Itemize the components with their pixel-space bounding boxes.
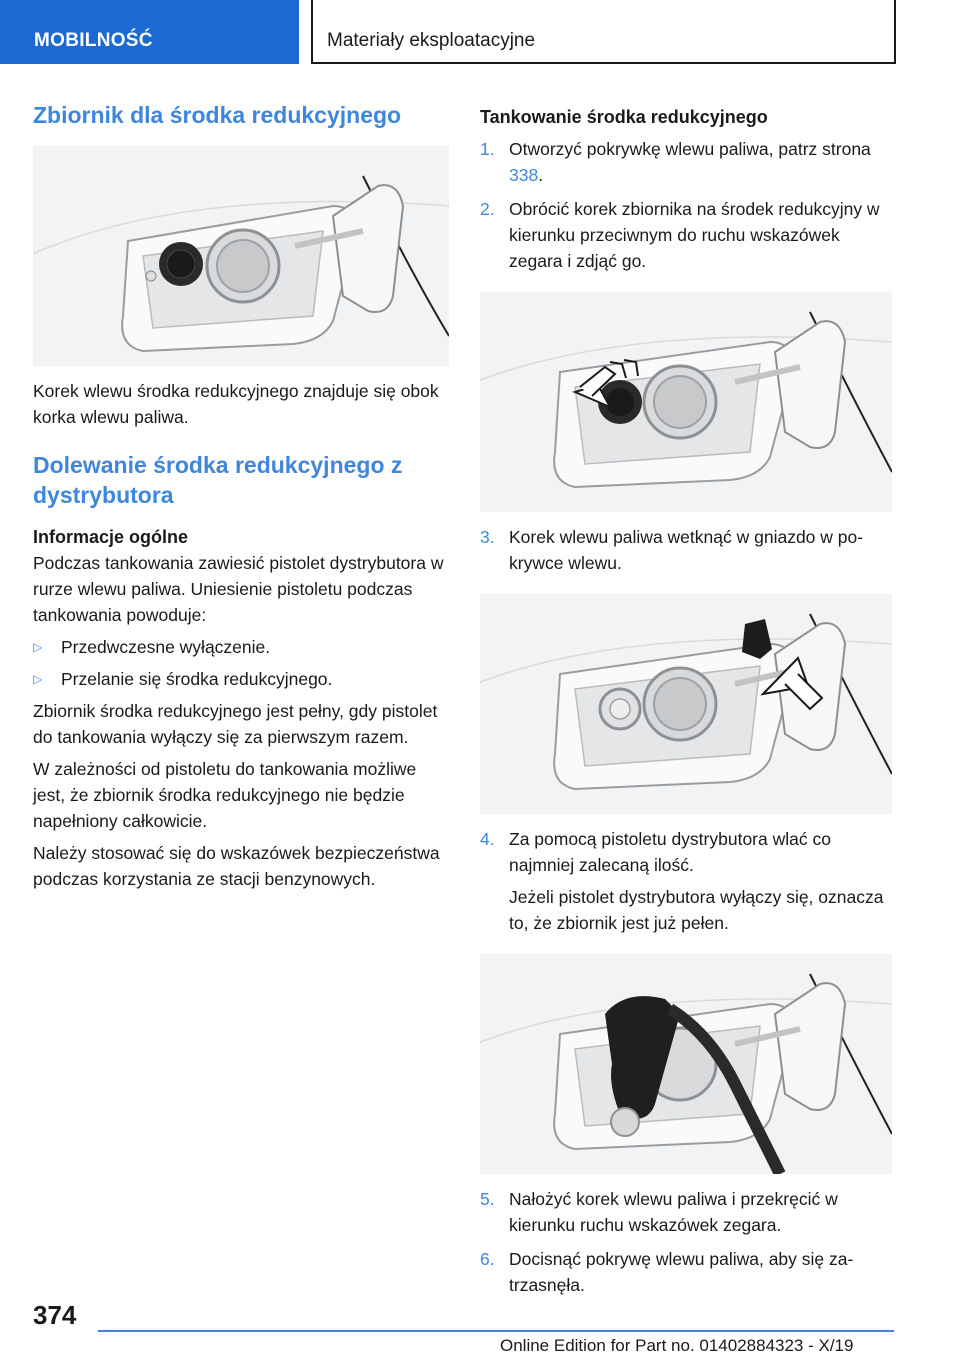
step-number: 4. bbox=[480, 829, 495, 849]
step-1-text: Otworzyć pokrywkę wlewu paliwa, patrz strona bbox=[509, 139, 871, 159]
general-info-text: Podczas tankowania zawiesić pistolet dystrybutora w rurze wlewu paliwa. Uniesienie pistoletu podczas tankowania powoduje: bbox=[33, 553, 444, 625]
right-column bbox=[480, 104, 892, 1298]
paragraph-not-full: W zależności od pistoletu do tankowania możliwe jest, że zbiornik środka redukcyjnego nie będzie napełniony całkowicie. bbox=[33, 759, 417, 831]
step-6 bbox=[480, 1246, 892, 1298]
step-number: 6. bbox=[480, 1249, 495, 1269]
paragraph-tank-full: Zbiornik środka redukcyjnego jest pełny, gdy pistolet do tankowania wyłączy się za pierwszym razem. bbox=[33, 701, 438, 747]
chapter-box bbox=[311, 0, 896, 64]
footer-divider bbox=[98, 1330, 894, 1332]
step-text: Obrócić korek zbiornika na środek redukcyjny w kierunku przeciwnym do ruchu wskazówek zegara i zdjąć go. bbox=[509, 199, 880, 271]
step-4 bbox=[480, 826, 892, 936]
left-column bbox=[33, 100, 449, 892]
step-1-end: . bbox=[538, 165, 544, 185]
bullet-text: Przelanie się środka redukcyjnego. bbox=[61, 669, 333, 689]
step-2 bbox=[480, 196, 892, 274]
step-number: 5. bbox=[480, 1189, 495, 1209]
chapter-title: Materiały eksploatacyjne bbox=[327, 30, 536, 51]
step-text: Nałożyć korek wlewu paliwa i przekręcić w kierunku ruchu wskazówek zegara. bbox=[509, 1189, 838, 1235]
step-4-note: Jeżeli pistolet dystrybutora wyłączy się, oznacza to, że zbiornik jest już pełen. bbox=[509, 887, 884, 933]
step-number: 1. bbox=[480, 139, 495, 159]
step-text bbox=[509, 136, 892, 188]
section-tab bbox=[0, 0, 299, 64]
bullet-text: Przedwczesne wyłączenie. bbox=[61, 637, 271, 657]
heading-reductant-tank: Zbiornik dla środka redukcyjnego bbox=[33, 102, 402, 128]
heading-refill-from-dispenser: Dolewanie środka redukcyjnego z dystrybutora bbox=[33, 452, 403, 508]
step-text bbox=[509, 826, 892, 936]
heading-refueling-reductant: Tankowanie środka redukcyjnego bbox=[480, 107, 768, 127]
step-4-text: Za pomocą pistoletu dystrybutora wlać co najmniej zalecaną ilość. bbox=[509, 829, 831, 875]
bullet-item bbox=[33, 666, 449, 692]
step-number: 3. bbox=[480, 527, 495, 547]
step-number: 2. bbox=[480, 199, 495, 219]
photo-remove-cap bbox=[480, 292, 892, 512]
bullet-item bbox=[33, 634, 449, 660]
step-5 bbox=[480, 1186, 892, 1238]
step-text: Korek wlewu paliwa wetknąć w gniazdo w pokrywce wlewu. bbox=[509, 527, 864, 573]
page-number: 374 bbox=[33, 1300, 77, 1330]
section-title: MOBILNOŚĆ bbox=[34, 30, 153, 51]
photo-stow-cap bbox=[480, 594, 892, 814]
triangle-bullet-icon: ▷ bbox=[33, 672, 43, 686]
heading-general-info: Informacje ogólne bbox=[33, 527, 189, 547]
footer-edition: Online Edition for Part no. 01402884323 - X/19 bbox=[500, 1336, 854, 1355]
page-link-338[interactable]: 338 bbox=[509, 165, 539, 185]
step-3 bbox=[480, 524, 892, 576]
step-text: Docisnąć pokrywę wlewu paliwa, aby się zatrzasnęła. bbox=[509, 1249, 854, 1295]
step-1 bbox=[480, 136, 892, 188]
photo-nozzle-inserted bbox=[480, 954, 892, 1174]
photo-filler-neck bbox=[33, 146, 449, 366]
triangle-bullet-icon: ▷ bbox=[33, 640, 43, 654]
caption-filler-location: Korek wlewu środka redukcyjnego znajduje się obok korka wlewu paliwa. bbox=[33, 381, 439, 427]
paragraph-safety: Należy stosować się do wskazówek bezpieczeństwa podczas korzystania ze stacji benzynowych. bbox=[33, 843, 440, 889]
